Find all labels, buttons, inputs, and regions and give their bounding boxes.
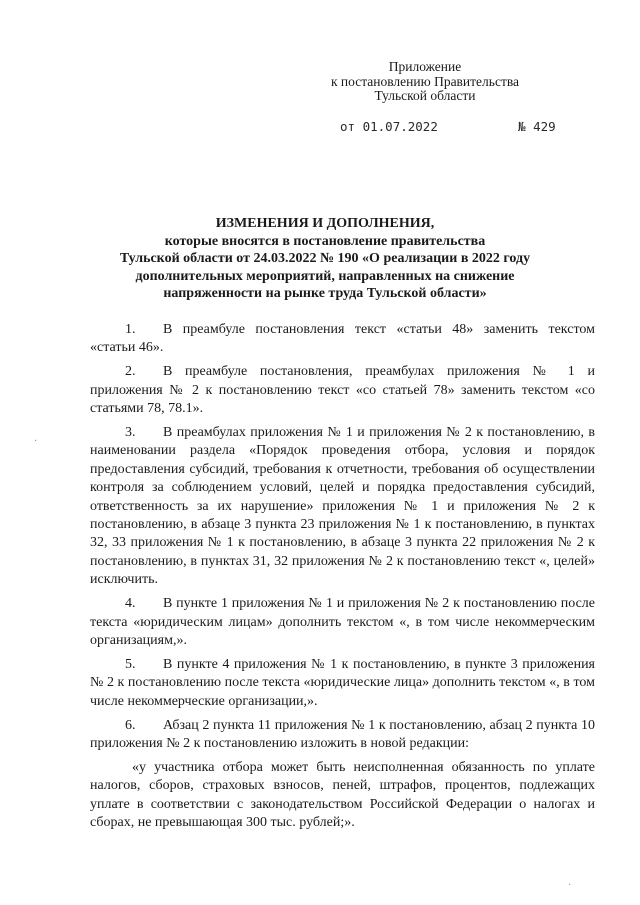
amendment-paragraph-2 [90, 363, 595, 418]
title-line-3: Тульской области от 24.03.2022 № 190 «О реализации в 2022 году [119, 251, 531, 266]
appendix-resolution-ref: к постановлению Правительства [330, 73, 520, 89]
scan-speck: · [568, 880, 572, 891]
paragraph-number: 4. [125, 596, 136, 612]
appendix-label: Приложение [388, 59, 462, 74]
document-body [90, 321, 595, 833]
resolution-number-group [518, 119, 556, 134]
amendment-paragraph-6 [90, 717, 595, 754]
paragraph-number: 1. [125, 322, 136, 337]
resolution-date: 01.07.2022 [362, 119, 438, 134]
paragraph-number: 5. [125, 656, 136, 672]
date-number-line [340, 119, 570, 134]
number-prefix: № [518, 119, 526, 134]
title-line-5: напряженности на рынке труда Тульской области» [163, 286, 487, 301]
paragraph-text: Абзац 2 пункта 11 приложения № 1 к постановлению, абзац 2 пункта 10 приложения № 2 к постановлению изложить в новой редакции: [90, 717, 595, 752]
date-prefix: от [340, 119, 356, 134]
scan-speck: · [34, 436, 38, 447]
paragraph-text: В пункте 4 приложения № 1 к постановлению, в пункте 3 приложения № 2 к постановлению после текста «юридические лица» дополнить текстом «, в том числе некоммерческие организации,». [90, 656, 595, 709]
amendment-paragraph-5 [90, 656, 595, 711]
new-wording-quote: «у участника отбора может быть неисполненная обязанность по уплате налогов, сборов, страховых взносов, пеней, штрафов, процентов, подлежащих уплате в соответствии с законодательством Российской Федерации о налогах и сборах, не превышающая 300 тыс. рублей;». [90, 759, 595, 831]
paragraph-text: В пункте 1 приложения № 1 и приложения № 2 к постановлению после текста «юридическим лицам» дополнить текстом «, в том числе некоммерческим организациям,». [90, 596, 595, 648]
amendment-paragraph-1 [90, 321, 595, 358]
paragraph-text: В преамбулах приложения № 1 и приложения № 2 к постановлению, в наименовании раздела «Порядок проведения отбора, условия и порядок предоставления субсидий, требования к отчетности, требования об осуществлении контроля за соблюдением условий, целей и порядка предоставления субсидий, ответственность за их нарушение» приложения № 1 и приложения № 2 к постановлению, в абзаце 3 пункта 23 приложения № 1 к постановлению, в пунктах 32, 33 приложения № 1 к постановлению, в абзаце 3 пункта 22 приложения № 2 к постановлению, в пунктах 31, 32 приложения № 2 к постановлению текст «, целей» исключить. [90, 425, 595, 588]
paragraph-text: В преамбуле постановления текст «статьи 48» заменить текстом «статьи 46». [90, 322, 595, 356]
amendment-paragraph-4 [90, 595, 595, 650]
paragraph-text: В преамбуле постановления, преамбулах приложения № 1 и приложения № 2 к постановлению текст «со статьей 78» заменить текстом «со статьями 78, 78.1». [90, 364, 595, 417]
title-line-4: дополнительных мероприятий, направленных на снижение [135, 268, 515, 284]
paragraph-number: 3. [125, 425, 136, 441]
paragraph-number: 6. [125, 717, 136, 733]
title-line-2: которые вносятся в постановление правительства [164, 233, 486, 249]
paragraph-number: 2. [125, 364, 136, 380]
amendment-paragraph-3 [90, 424, 595, 590]
appendix-region: Тульской области [374, 88, 476, 103]
resolution-number: 429 [533, 119, 556, 134]
appendix-header [300, 60, 550, 104]
title-line-1: ИЗМЕНЕНИЯ И ДОПОЛНЕНИЯ, [215, 216, 435, 231]
document-title [100, 215, 550, 303]
